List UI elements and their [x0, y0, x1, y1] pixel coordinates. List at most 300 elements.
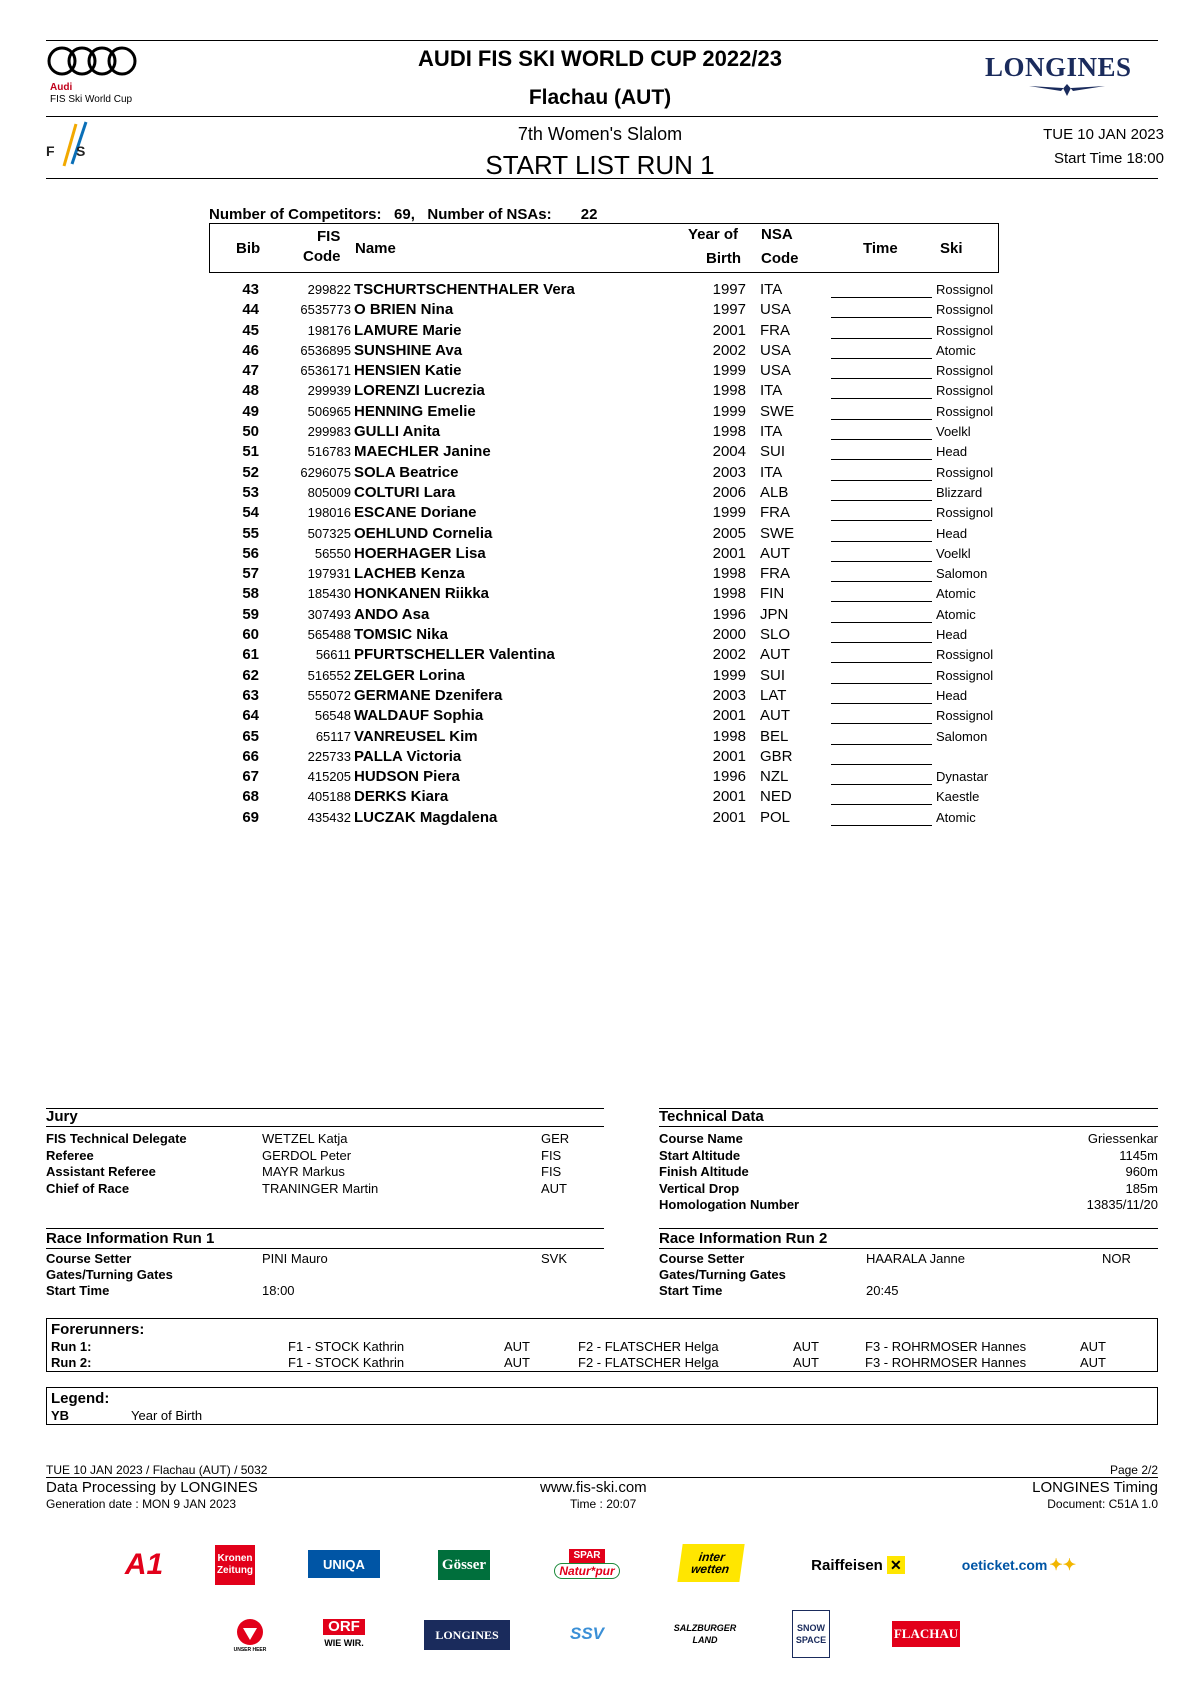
ski-brand: Atomic: [936, 586, 976, 602]
orf-logo: [318, 1616, 370, 1654]
technical-value: 1145m: [1119, 1147, 1158, 1163]
nsa-code: POL: [760, 808, 791, 826]
bib: 57: [242, 565, 259, 583]
athlete-name: GERMANE Dzenifera: [354, 686, 503, 704]
athlete-name: WALDAUF Sophia: [354, 707, 484, 725]
run1-gates-label: Gates/Turning Gates: [46, 1267, 173, 1282]
technical-label: Course Name: [659, 1131, 743, 1146]
forerunner-2: F2 - FLATSCHER Helga: [578, 1339, 719, 1354]
run1-setter-nsa: SVK: [541, 1251, 568, 1266]
audi-series: FIS Ski World Cup: [50, 94, 133, 105]
birth-year: 1996: [712, 605, 746, 623]
bib: 51: [242, 443, 259, 461]
forerunners-title: Forerunners:: [51, 1321, 145, 1338]
jury-role: Chief of Race: [46, 1180, 130, 1196]
footer-website[interactable]: www.fis-ski.com: [540, 1479, 647, 1496]
fis-code: 185430: [307, 586, 351, 602]
athlete-name: O BRIEN Nina: [354, 301, 454, 319]
ski-brand: Atomic: [936, 809, 976, 825]
forerunner-2: F2 - FLATSCHER Helga: [578, 1355, 719, 1370]
nsa-code: NED: [760, 788, 792, 806]
ski-brand: Rossignol: [936, 464, 994, 480]
fis-code: 415205: [307, 769, 351, 785]
athlete-name: PALLA Victoria: [354, 747, 462, 765]
unser-heer-logo: [228, 1614, 272, 1656]
athlete-name: SOLA Beatrice: [354, 463, 459, 481]
table-row: [209, 787, 1009, 807]
athlete-name: LAMURE Marie: [354, 321, 462, 339]
run2-start-label: Start Time: [659, 1283, 723, 1298]
footer-doc-ref: TUE 10 JAN 2023 / Flachau (AUT) / 5032: [46, 1463, 268, 1477]
birth-year: 1999: [712, 362, 746, 380]
fis-code: 516783: [307, 444, 351, 460]
nsa-code: GBR: [760, 747, 793, 765]
fis-code: 225733: [307, 748, 351, 764]
table-row: [209, 564, 1009, 584]
birth-year: 2004: [712, 443, 746, 461]
birth-year: 2001: [712, 544, 746, 562]
nsa-code: USA: [760, 362, 791, 380]
athlete-name: HOERHAGER Lisa: [354, 544, 486, 562]
longines-sponsor-logo: LONGINES: [424, 1620, 510, 1650]
event-place: Flachau (AUT): [528, 86, 672, 109]
longines-wordmark: LONGINES: [985, 52, 1132, 82]
svg-text:S: S: [76, 143, 86, 159]
time-blank: [831, 524, 932, 542]
footer-page: Page 2/2: [1109, 1463, 1158, 1477]
bib: 68: [242, 788, 259, 806]
ski-brand: Rossignol: [936, 647, 994, 663]
natur-pur-text: Natur*pur: [554, 1563, 619, 1579]
bib: 54: [242, 504, 259, 522]
nsa-code: AUT: [760, 707, 790, 725]
athlete-name: TSCHURTSCHENTHALER Vera: [354, 281, 575, 298]
ski-brand: Rossignol: [936, 708, 994, 724]
a1-logo: A1: [124, 1548, 164, 1581]
athlete-name: PFURTSCHELLER Valentina: [354, 646, 555, 664]
legend-box: [46, 1387, 1158, 1425]
run2-start: 20:45: [866, 1283, 899, 1298]
run1-rule-top: [46, 1228, 604, 1229]
ski-brand: Rossignol: [936, 322, 994, 338]
birth-year: 1998: [712, 565, 746, 583]
forerunner-3-nsa: AUT: [1080, 1339, 1106, 1354]
athlete-name: ANDO Asa: [354, 605, 430, 623]
athlete-name: TOMSIC Nika: [354, 626, 448, 644]
athlete-name: MAECHLER Janine: [354, 443, 491, 461]
table-row: [209, 524, 1009, 544]
birth-year: 2001: [712, 808, 746, 826]
footer-generation: Generation date : MON 9 JAN 2023: [46, 1497, 237, 1511]
time-blank: [831, 625, 932, 643]
bib: 67: [242, 768, 259, 786]
table-header: [209, 223, 999, 273]
bib: 66: [242, 747, 259, 765]
birth-year: 2006: [712, 483, 746, 501]
technical-value: 13835/11/20: [1086, 1197, 1158, 1212]
nsa-code: ITA: [760, 382, 783, 400]
table-row: [209, 645, 1009, 665]
ski-brand: Voelkl: [936, 545, 971, 561]
fis-code: 565488: [307, 627, 351, 643]
start-list: [209, 280, 1009, 828]
bib: 53: [242, 483, 259, 501]
forerunner-3: F3 - ROHRMOSER Hannes: [865, 1339, 1027, 1354]
orf-slogan: WIE WIR.: [324, 1638, 364, 1648]
oeticket-stars-icon: ✦✦: [1049, 1557, 1077, 1574]
table-row: [209, 341, 1009, 361]
th-bib: Bib: [236, 240, 261, 257]
athlete-name: VANREUSEL Kim: [354, 727, 478, 745]
table-row: [209, 544, 1009, 564]
table-row: [209, 584, 1009, 604]
longines-wings-icon: [1027, 82, 1107, 98]
birth-year: 1999: [712, 402, 746, 420]
jury-nsa: GER: [541, 1131, 570, 1146]
bib: 52: [242, 463, 259, 481]
orf-text: ORF: [323, 1619, 365, 1635]
jury-name: TRANINGER Martin: [262, 1180, 379, 1196]
table-row: [209, 483, 1009, 503]
time-blank: [831, 280, 932, 298]
fis-code: 6296075: [300, 464, 351, 480]
time-blank: [831, 300, 932, 318]
land-text: LAND: [692, 1635, 718, 1645]
table-row: [209, 402, 1009, 422]
run2-rule-top: [659, 1228, 1158, 1229]
fis-code: 307493: [307, 606, 351, 622]
time-blank: [831, 381, 932, 399]
time-blank: [831, 727, 932, 745]
footer-document: Document: C51A 1.0: [1047, 1497, 1158, 1511]
ski-brand: Rossignol: [936, 363, 994, 379]
jury-role: Referee: [46, 1147, 94, 1163]
technical-value: 960m: [1125, 1164, 1158, 1179]
birth-year: 1998: [712, 382, 746, 400]
birth-year: 1999: [712, 666, 746, 684]
interwetten-logo: [677, 1544, 744, 1582]
time-blank: [831, 584, 932, 602]
birth-year: 2002: [712, 341, 746, 359]
birth-year: 1998: [712, 423, 746, 441]
bib: 46: [242, 341, 259, 359]
athlete-name: SUNSHINE Ava: [354, 341, 463, 359]
technical-label: Homologation Number: [659, 1197, 800, 1212]
fis-logo: [46, 120, 100, 170]
table-row: [209, 767, 1009, 787]
fis-code: 56548: [314, 708, 351, 724]
birth-year: 1998: [712, 585, 746, 603]
ski-brand: Atomic: [936, 606, 976, 622]
technical-rule-top: [659, 1108, 1158, 1109]
jury-role: Assistant Referee: [46, 1164, 156, 1179]
nsa-code: SLO: [760, 626, 791, 644]
table-row: [209, 422, 1009, 442]
fis-code: 555072: [307, 687, 351, 703]
nsa-code: FRA: [760, 565, 790, 583]
ski-brand: Rossignol: [936, 667, 994, 683]
title-rule: [46, 178, 1158, 179]
fis-code: 516552: [307, 667, 351, 683]
run2-title: Race Information Run 2: [659, 1230, 828, 1247]
inter-text: inter: [697, 1550, 726, 1564]
time-blank: [831, 361, 932, 379]
nsa-code: ITA: [760, 281, 783, 298]
fis-code: 6536171: [300, 363, 351, 379]
time-blank: [831, 666, 932, 684]
bib: 63: [242, 686, 259, 704]
bib: 44: [242, 301, 259, 319]
technical-value: 185m: [1125, 1180, 1158, 1196]
forerunner-1-nsa: AUT: [504, 1355, 530, 1370]
athlete-name: OEHLUND Cornelia: [354, 524, 493, 542]
nsa-code: JPN: [760, 605, 789, 623]
goesser-logo: Gösser: [438, 1550, 490, 1580]
fis-code: 6535773: [300, 302, 351, 318]
athlete-name: LACHEB Kenza: [354, 565, 465, 583]
table-row: [209, 321, 1009, 341]
fis-code: 299822: [307, 282, 351, 297]
bib: 65: [242, 727, 259, 745]
technical-value: Griessenkar: [1087, 1131, 1158, 1146]
time-blank: [831, 767, 932, 785]
nsa-code: SWE: [760, 402, 795, 420]
table-row: [209, 727, 1009, 747]
fis-code: 56611: [315, 647, 351, 663]
nsa-code: AUT: [760, 544, 790, 562]
technical-label: Start Altitude: [659, 1147, 741, 1163]
nsa-code: SUI: [760, 666, 786, 684]
birth-year: 2001: [712, 747, 746, 765]
nsa-code: ITA: [760, 423, 783, 441]
fis-code: 197931: [307, 566, 351, 582]
birth-year: 2001: [712, 321, 746, 339]
unser-heer-text: UNSER HEER: [233, 1647, 267, 1653]
run1-setter-label: Course Setter: [46, 1251, 132, 1266]
table-row: [209, 503, 1009, 523]
wetten-text: wetten: [690, 1562, 731, 1576]
athlete-name: LORENZI Lucrezia: [354, 382, 485, 400]
ski-brand: Voelkl: [936, 424, 971, 440]
start-time: Start Time 18:00: [1053, 150, 1164, 167]
athlete-name: ZELGER Lorina: [354, 666, 465, 684]
table-row: [209, 605, 1009, 625]
ski-brand: Rossignol: [936, 403, 994, 419]
spar-natur-pur-logo: [552, 1546, 622, 1582]
longines-logo: [985, 52, 1132, 83]
raiffeisen-cross-icon: ✕: [887, 1556, 905, 1574]
nsa-code: SWE: [760, 524, 795, 542]
bundesheer-icon: [235, 1617, 265, 1647]
nsas-count: 22: [580, 206, 598, 223]
athlete-name: HENSIEN Katie: [354, 362, 462, 380]
ski-brand: Salomon: [936, 566, 988, 582]
birth-year: 2003: [712, 686, 746, 704]
ssv-logo: SSV: [569, 1624, 605, 1643]
table-row: [209, 686, 1009, 706]
ski-brand: Head: [936, 444, 968, 460]
footer-time: Time : 20:07: [570, 1497, 637, 1511]
th-fis-2: Code: [303, 248, 341, 265]
athlete-name: COLTURI Lara: [354, 483, 456, 501]
birth-year: 1997: [712, 301, 746, 319]
fis-code: 56550: [314, 545, 351, 561]
competitor-summary: [209, 206, 597, 223]
kronen-zeitung-logo: [215, 1545, 255, 1585]
birth-year: 2001: [712, 707, 746, 725]
footer-rule: [46, 1477, 1158, 1478]
jury-name: WETZEL Katja: [262, 1131, 348, 1146]
jury-rule: [46, 1126, 604, 1127]
bib: 60: [242, 626, 259, 644]
birth-year: 2002: [712, 646, 746, 664]
table-row: [209, 381, 1009, 401]
run2-rule: [659, 1248, 1158, 1249]
time-blank: [831, 605, 932, 623]
time-blank: [831, 442, 932, 460]
audi-brand: Audi: [50, 82, 73, 93]
time-blank: [831, 341, 932, 359]
event-title: AUDI FIS SKI WORLD CUP 2022/23: [418, 46, 782, 71]
bib: 50: [242, 423, 259, 441]
nsas-label: Number of NSAs:: [427, 206, 552, 223]
forerunner-3-nsa: AUT: [1080, 1355, 1106, 1370]
table-row: [209, 747, 1009, 767]
run1-start: 18:00: [262, 1283, 295, 1298]
time-blank: [831, 808, 932, 826]
legend-meaning: Year of Birth: [131, 1408, 203, 1423]
th-name: Name: [355, 240, 396, 257]
fis-code: 405188: [307, 789, 351, 805]
bib: 61: [242, 646, 259, 664]
table-row: [209, 463, 1009, 483]
bib: 56: [242, 544, 259, 562]
fis-code: 6536895: [300, 342, 351, 358]
legend-title: Legend:: [51, 1390, 110, 1407]
birth-year: 2005: [712, 524, 746, 542]
table-row: [209, 361, 1009, 381]
footer-processing: Data Processing by LONGINES: [46, 1479, 258, 1496]
fis-code: 198016: [307, 505, 351, 521]
bib: 45: [242, 321, 259, 339]
space-text: SPACE: [795, 1635, 827, 1645]
time-blank: [831, 503, 932, 521]
table-row: [209, 280, 1009, 300]
time-blank: [831, 544, 932, 562]
bib: 49: [242, 402, 259, 420]
svg-text:F: F: [46, 143, 55, 159]
bib: 48: [242, 382, 259, 400]
birth-year: 1997: [712, 281, 746, 298]
birth-year: 2001: [712, 788, 746, 806]
fis-code: 65117: [315, 728, 351, 744]
nsa-code: USA: [760, 341, 791, 359]
jury-nsa: AUT: [541, 1180, 567, 1196]
nsa-code: AUT: [760, 646, 790, 664]
run1-title: Race Information Run 1: [46, 1230, 215, 1247]
salzburger-land-logo: [672, 1612, 738, 1656]
ski-brand: Head: [936, 525, 968, 541]
jury-title: Jury: [46, 1108, 78, 1125]
run2-gates-label: Gates/Turning Gates: [659, 1267, 786, 1282]
ski-brand: Head: [936, 687, 968, 703]
nsa-code: LAT: [760, 686, 787, 704]
ski-brand: Atomic: [936, 342, 976, 358]
birth-year: 1999: [712, 504, 746, 522]
table-row: [209, 666, 1009, 686]
nsa-code: BEL: [760, 727, 789, 745]
time-blank: [831, 402, 932, 420]
race-name: 7th Women's Slalom: [517, 124, 683, 144]
time-blank: [831, 321, 932, 339]
athlete-name: DERKS Kiara: [354, 788, 449, 806]
th-ski: Ski: [940, 240, 963, 257]
time-blank: [831, 463, 932, 481]
jury-nsa: FIS: [541, 1147, 562, 1163]
footer-timing: LONGINES Timing: [1032, 1479, 1158, 1496]
athlete-name: HUDSON Piera: [354, 768, 460, 786]
birth-year: 2003: [712, 463, 746, 481]
run1-rule: [46, 1248, 604, 1249]
legend-abbr: YB: [51, 1408, 70, 1423]
technical-rule: [659, 1126, 1158, 1127]
forerunners-box: [46, 1318, 1158, 1372]
time-blank: [831, 706, 932, 724]
ski-brand: Rossignol: [936, 302, 994, 318]
bib: 58: [242, 585, 259, 603]
oeticket-logo: [961, 1552, 1077, 1578]
zeitung-text: Zeitung: [216, 1565, 254, 1576]
competitors-count: 69,: [394, 206, 415, 223]
snow-text: SNOW: [797, 1623, 825, 1633]
bib: 59: [242, 605, 259, 623]
birth-year: 2000: [712, 626, 746, 644]
ski-brand: Dynastar: [936, 769, 989, 785]
birth-year: 1996: [712, 768, 746, 786]
athlete-name: HONKANEN Riikka: [354, 585, 490, 603]
forerunner-2-nsa: AUT: [793, 1355, 819, 1370]
forerunner-1: F1 - STOCK Kathrin: [288, 1339, 405, 1354]
technical-title: Technical Data: [659, 1108, 764, 1125]
technical-label: Finish Altitude: [659, 1164, 749, 1179]
ski-brand: Kaestle: [936, 789, 980, 805]
birth-year: 1998: [712, 727, 746, 745]
forerunner-2-nsa: AUT: [793, 1339, 819, 1354]
jury-rule-top: [46, 1108, 604, 1109]
header-rule: [46, 116, 1158, 117]
oeticket-text: oeticket.com: [961, 1557, 1048, 1573]
table-row: [209, 442, 1009, 462]
bib: 64: [242, 707, 259, 725]
nsa-code: FIN: [760, 585, 785, 603]
bib: 62: [242, 666, 259, 684]
forerunner-run-label: Run 1:: [51, 1339, 92, 1354]
time-blank: [831, 747, 932, 765]
nsa-code: NZL: [760, 768, 789, 786]
time-blank: [831, 422, 932, 440]
nsa-code: ITA: [760, 463, 783, 481]
bib: 69: [242, 808, 259, 826]
kronen-text: Kronen: [217, 1553, 253, 1564]
athlete-name: HENNING Emelie: [354, 402, 476, 420]
fis-code: 506965: [307, 403, 351, 419]
th-fis-1: FIS: [317, 228, 341, 245]
th-nsa-1: NSA: [761, 226, 793, 243]
time-blank: [831, 787, 932, 805]
run1-start-label: Start Time: [46, 1283, 110, 1298]
bib: 55: [242, 524, 259, 542]
ski-brand: Rossignol: [936, 505, 994, 521]
